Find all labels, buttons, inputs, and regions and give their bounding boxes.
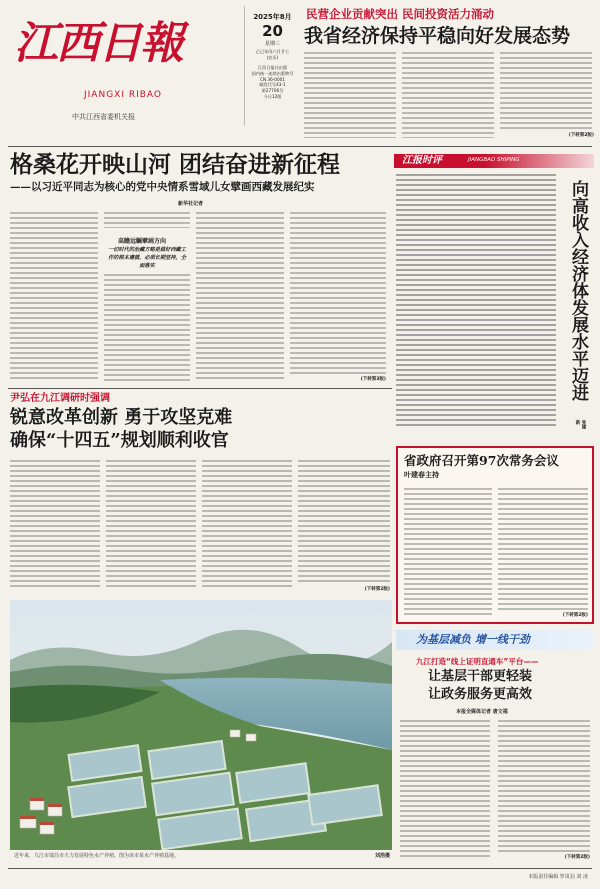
- main-story-col-2: [104, 212, 190, 228]
- feature-more: (下转第2版): [364, 587, 390, 592]
- feature-headline-1: 锐意改革创新 勇于攻坚克难: [10, 407, 233, 428]
- sponsor-line: 中共江西省委机关报: [72, 113, 135, 121]
- logo-pinyin: JIANGXI RIBAO: [84, 90, 163, 100]
- main-story-more: (下转第3版): [360, 377, 386, 382]
- pub-info-1: 江西日报社出版: [257, 65, 288, 70]
- top-story-text-3: [500, 52, 592, 132]
- feature-col-3: [202, 460, 292, 590]
- editorial-brand-en: JIANGBAO SHIPING: [468, 157, 520, 163]
- top-story-headline: 我省经济保持平稳向好发展态势: [304, 25, 571, 47]
- date-day: 20: [262, 22, 283, 40]
- main-story-col-1: [10, 212, 98, 382]
- grassroots-more: (下转第2版): [564, 855, 590, 860]
- lunar-note: (农历): [266, 55, 279, 60]
- grassroots-story: [396, 628, 594, 864]
- main-story-headline: 格桑花开映山河 团结奋进新征程: [10, 151, 341, 178]
- pub-info-3: CN 36-0001: [260, 77, 285, 82]
- divider-top: [8, 146, 592, 147]
- footer-divider: [8, 868, 592, 869]
- feature-story: [10, 392, 392, 598]
- meeting-subhead: 叶建春主持: [404, 471, 439, 479]
- meeting-box: [396, 446, 594, 624]
- grassroots-headline-2: 让政务服务更高效: [428, 687, 533, 702]
- main-story: [10, 150, 388, 386]
- grassroots-banner: 为基层减负 增一线干劲: [416, 633, 530, 646]
- meeting-col-1: [404, 488, 492, 616]
- masthead: [14, 6, 299, 126]
- feature-col-1: [10, 460, 100, 590]
- meeting-col-2: [498, 488, 588, 612]
- weekday: 星期三: [264, 41, 280, 47]
- news-photo: [10, 600, 392, 862]
- grassroots-col-1: [400, 720, 490, 860]
- newspaper-logo: 江西日報: [14, 18, 182, 69]
- footer-editor: 本版责任编辑 罗岚羽 刘 凌: [528, 874, 588, 880]
- pub-info-6: 今日12版: [263, 94, 282, 99]
- grassroots-kicker: 九江打造“线上证明直通车”平台——: [416, 657, 539, 666]
- editorial-headline: 向高收入经济体发展水平迈进: [568, 180, 588, 401]
- lunar-date: 乙巳年闰六月廿七: [255, 49, 290, 54]
- top-story-kicker: 民营企业贡献突出 民间投资活力涌动: [306, 7, 495, 21]
- editorial: [394, 150, 594, 432]
- main-story-byline: 新华社记者: [178, 201, 204, 207]
- photo-credit: 刘浩摄: [374, 853, 390, 859]
- main-story-quote: 一切时代的治藏方略是做好西藏工作的根本遵循，必须长期坚持，全面落实: [108, 247, 186, 269]
- editorial-author: 张建新: [575, 420, 586, 429]
- main-story-inner-title: 高瞻远瞩擘画方向: [118, 238, 167, 245]
- landscape-photo-icon: [10, 600, 392, 862]
- divider-mid: [8, 388, 392, 389]
- feature-headline-2: 确保“十四五”规划顺利收官: [10, 430, 229, 451]
- date-box: [244, 6, 300, 126]
- top-story: [304, 6, 594, 146]
- main-story-col-2b: [104, 274, 190, 382]
- main-story-subhead: ——以习近平同志为核心的党中央情系雪域儿女擘画西藏发展纪实: [10, 181, 315, 193]
- feature-col-4: [298, 460, 390, 584]
- feature-col-2: [106, 460, 196, 590]
- grassroots-headline-1: 让基层干部更轻装: [428, 669, 533, 684]
- feature-kicker: 尹弘在九江调研时强调: [10, 393, 110, 404]
- editorial-brand: 江报时评: [402, 155, 442, 166]
- top-story-more: (下转第2版): [568, 133, 594, 138]
- top-story-text: [304, 52, 396, 138]
- grassroots-byline: 本报全媒体记者 唐文福: [456, 709, 508, 715]
- main-story-col-3: [196, 212, 284, 382]
- main-story-col-4: [290, 212, 386, 376]
- meeting-headline: 省政府召开第97次常务会议: [404, 453, 559, 468]
- grassroots-col-2: [498, 720, 590, 854]
- editorial-text: [396, 174, 556, 426]
- pub-info-4: 邮发代号43-1: [259, 82, 286, 87]
- meeting-more: (下转第2版): [562, 613, 588, 618]
- top-story-text-2: [402, 52, 494, 138]
- pub-info-5: 第27706号: [261, 88, 284, 93]
- pub-info-2: 国内统一连续出版物号: [251, 71, 294, 76]
- photo-caption: 近年来，九江市瑞昌市大力发展特色水产养殖。图为该市某水产养殖基地。: [14, 853, 180, 859]
- date-year-month: 2025年8月: [253, 13, 292, 21]
